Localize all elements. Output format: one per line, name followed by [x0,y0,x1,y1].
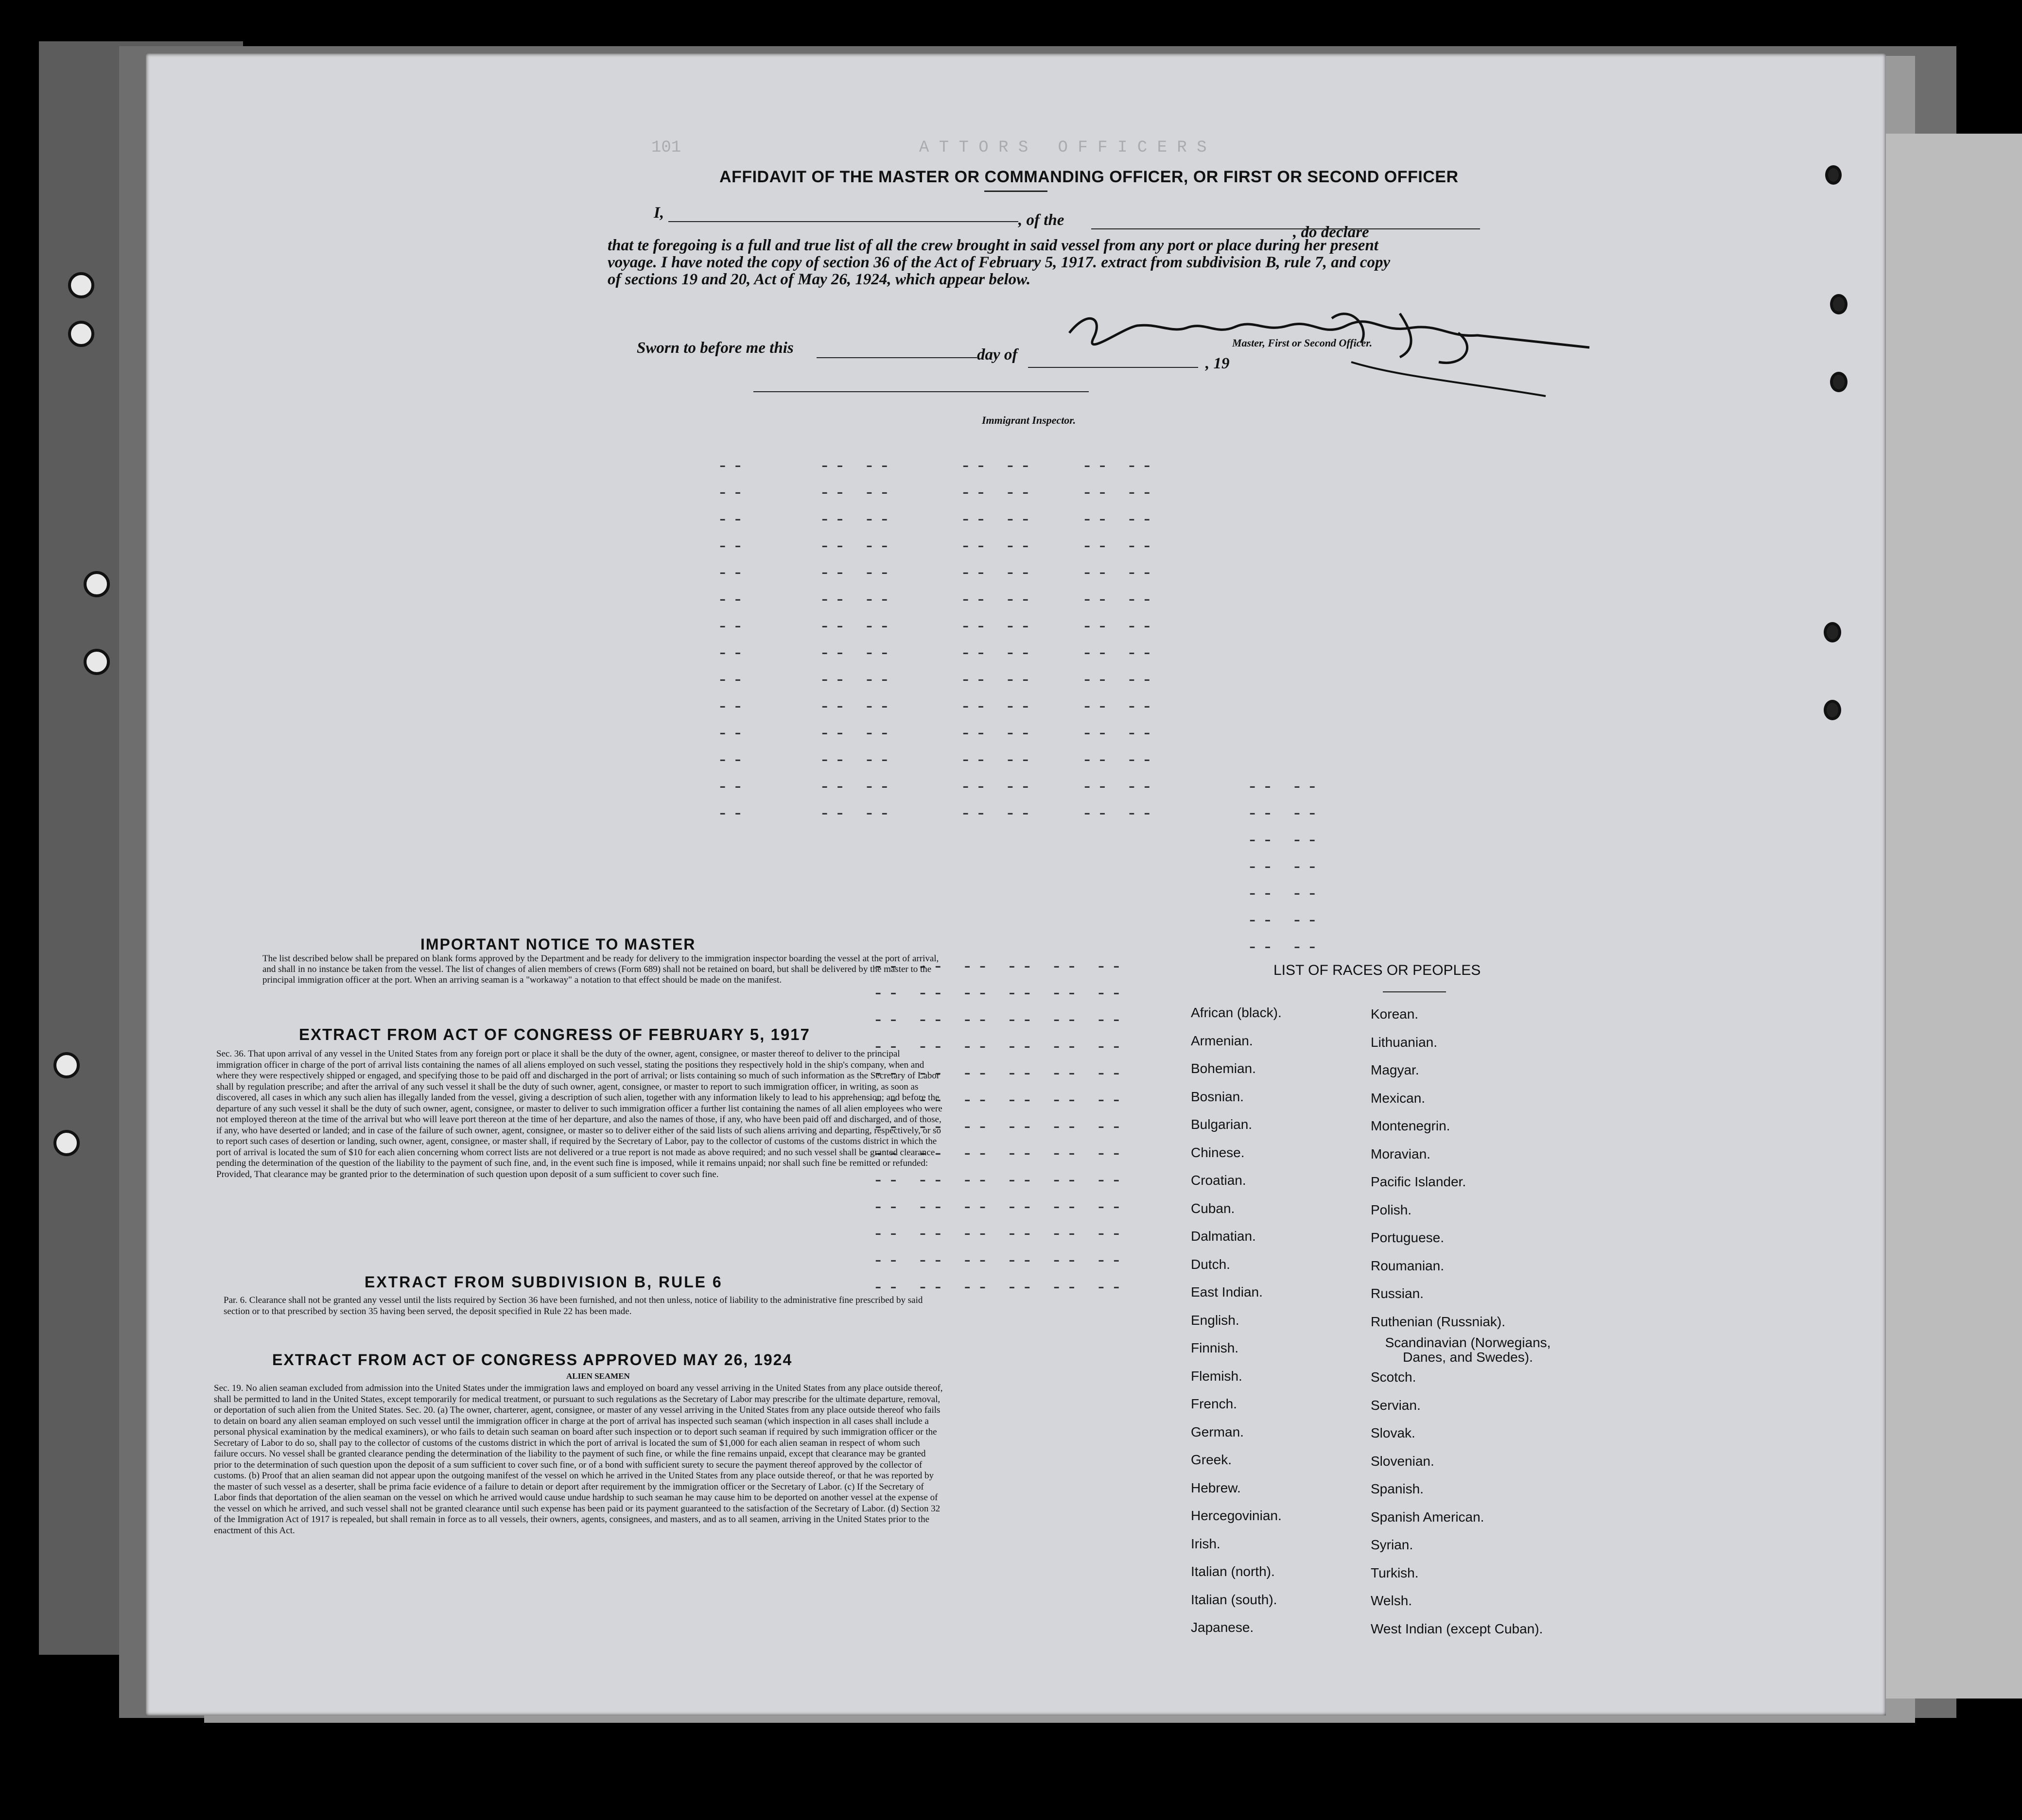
affidavit-title: AFFIDAVIT OF THE MASTER OR COMMANDING OFFICER, OR FIRST OR SECOND OFFICER [719,168,1459,186]
race-item: Bohemian. [1191,1061,1256,1076]
race-item: Hebrew. [1191,1480,1241,1495]
race-item: Ruthenian (Russniak). [1371,1314,1506,1329]
binder-hole [53,1130,80,1156]
master-signature [1060,299,1594,406]
race-item: Moravian. [1371,1146,1430,1161]
race-item: Russian. [1371,1286,1424,1301]
race-item: Finnish. [1191,1340,1239,1355]
affidavit-declare: , do declare [1293,224,1369,241]
master-caption: Master, First or Second Officer. [1232,337,1373,349]
race-item: Spanish American. [1371,1509,1484,1525]
bleed-through: 101 A T T O R S O F F I C E R S [651,139,1207,157]
year-text: , 19 [1205,355,1230,372]
inspector-caption: Immigrant Inspector. [982,414,1076,426]
race-item: Roumanian. [1371,1258,1444,1273]
title-underline [984,191,1047,192]
race-item: Korean. [1371,1006,1419,1022]
race-item: Syrian. [1371,1537,1413,1552]
binder-hole [1825,165,1842,185]
race-item: Scotch. [1371,1369,1416,1385]
race-item: Flemish. [1191,1368,1242,1384]
dash-column-1: -- -- -- -- -- -- -- -- -- -- -- -- -- -- [719,454,750,823]
race-item: Montenegrin. [1371,1118,1450,1133]
race-item: Mexican. [1371,1090,1426,1106]
extract2-title: EXTRACT FROM SUBDIVISION B, RULE 6 [365,1273,723,1291]
race-item: Cuban. [1191,1200,1235,1216]
race-item: Italian (north). [1191,1564,1275,1579]
race-item: Italian (south). [1191,1592,1277,1607]
day-of-text: day of [977,346,1018,364]
extract3-title: EXTRACT FROM ACT OF CONGRESS APPROVED MAY 26, 1924 [272,1351,793,1369]
page-edge [1886,134,2022,1699]
binder-hole [1830,294,1848,314]
race-item: Japanese. [1191,1620,1254,1635]
affidavit-i: I, [654,204,664,222]
dash-column-4: -- -- -- -- -- -- -- -- -- -- -- -- -- -- -- -- -- -- -- -- -- -- -- -- -- -- -- -- [1084,454,1159,823]
race-item: Hercegovinian. [1191,1508,1282,1523]
race-item: German. [1191,1424,1244,1439]
race-item: Irish. [1191,1536,1220,1551]
race-item: Polish. [1371,1202,1412,1217]
race-item: Slovenian. [1371,1453,1434,1469]
race-item: Dalmatian. [1191,1229,1256,1244]
notice-title: IMPORTANT NOTICE TO MASTER [420,936,696,953]
race-item: Slovak. [1371,1425,1415,1440]
binder-hole [1824,622,1841,642]
binder-hole [68,272,94,298]
vessel-blank [1091,228,1480,229]
binder-hole [84,571,110,597]
races-left-column [1191,999,1282,1642]
binder-hole [68,321,94,347]
races-title-underline [1383,991,1446,992]
race-item: Welsh. [1371,1593,1412,1608]
month-blank [1028,367,1198,368]
notice-body: The list described below shall be prepared on blank forms approved by the Department and be ready for delivery to the immigration inspector boarding the vessel at the port of arrival, and shall in no instance be taken from the vessel. The list of changes of alien members of crews (Form 689) shall not be retained on board, but shall be delivered by the master to the principal immigration officer at the port. When an arriving seaman is a "workaway" a notation to that effect should be made on the manifest. [262,953,939,985]
dash-column-6: -- -- -- -- -- -- -- -- -- -- -- -- -- -- -- -- -- -- -- -- -- -- -- -- -- -- -- -- -- -- -- -- -- -- -- -- -- -- -- -- -- -- -- -- -- -- -- -- -- -- -- -- -- -- -- -- -- -- -- -- -- -- -- -- -- -- -- -- -- -- -- -- -- -- -- -- -- -- [875,955,1129,1297]
dash-column-5: -- -- -- -- -- -- -- -- -- -- -- -- -- -- [1249,775,1325,957]
race-item: Dutch. [1191,1256,1230,1272]
race-item: East Indian. [1191,1284,1263,1300]
race-item: Greek. [1191,1452,1232,1467]
binder-hole [1824,700,1841,720]
extract1-title: EXTRACT FROM ACT OF CONGRESS OF FEBRUARY 5, 1917 [299,1025,810,1043]
race-item: English. [1191,1312,1239,1328]
sworn-day-blank [817,357,977,358]
race-item: West Indian (except Cuban). [1371,1621,1543,1636]
race-item: Chinese. [1191,1144,1245,1160]
race-item: Lithuanian. [1371,1034,1438,1050]
race-item: French. [1191,1396,1237,1411]
race-item: Portuguese. [1371,1230,1444,1245]
race-item: Armenian. [1191,1033,1253,1048]
extract1-body: Sec. 36. That upon arrival of any vessel in the United States from any foreign port or place it shall be the duty of the owner, agent, consignee, or master thereof to deliver to the principal immigration officer in charge of the port of arrival lists containing the names of all aliens employed on such vessel, stating the positions they respectively hold in the ship's company, when and where they were respectively shipped or engaged, and specifying those to be paid off and discharged in the port of arrival; or lists containing so much of such information as the Secretary of Labor shall by regulation prescribe; and after the arrival of any such vessel it shall be the duty of such owner, agent, consignee, or master to report to such immigration officer, in writing, as soon as discovered, all cases in which any such alien has illegally landed from the vessel, giving a description of such alien, together with any information likely to lead to his apprehension; and before the departure of any such vessel it shall be the duty of such owner, agent, consignee, or master to deliver to such immigration officer a further list containing the names of all alien employees who were not employed thereon at the time of the arrival but who will leave port thereon at the time of her departure, and also the names of those, if any, who have been paid off and discharged, and of those, if any, who have deserted or landed; and in case of the failure of such owner, agent, consignee, or master so to deliver either of the said lists of such aliens arriving and departing, respectively, or so to report such cases of desertion or landing, such owner, agent, consignee, or master shall, if required by the Secretary of Labor, pay to the collector of customs of the customs district in which the port of arrival is located the sum of $10 for each alien concerning whom correct lists are not delivered or a true report is not made as above required; and no such vessel shall be granted clearance pending the determination of the question of the liability to the payment of such fine, and, in the event such fine is imposed, while it remains unpaid; nor shall such fine be remitted or refunded: Provided, That clearance may be granted prior to the determination of such question upon deposit of a sum sufficient to cover such fine. [216,1049,942,1179]
affidavit-line2: that te foregoing is a full and true list of all the crew brought in said vessel from any port or place during her present [608,237,1378,254]
dash-column-3: -- -- -- -- -- -- -- -- -- -- -- -- -- -- -- -- -- -- -- -- -- -- -- -- -- -- -- -- [962,454,1038,823]
affidavit-line4: of sections 19 and 20, Act of May 26, 1924, which appear below. [608,271,1031,288]
races-title: LIST OF RACES OR PEOPLES [1273,962,1481,978]
extract3-body: Sec. 19. No alien seaman excluded from admission into the United States under the immigration laws and employed on board any vessel arriving in the United States from any place outside thereof, shall be permitted to land in the United States, except temporarily for medical treatment, or pursuant to such regulations as the Secretary of Labor may prescribe for the ultimate departure, removal, or deportation of such alien from the United States. Sec. 20. (a) The owner, charterer, agent, consignee, or master of any vessel arriving in the United States from any place outside thereof who fails to detain on board any alien seaman employed on such vessel until the immigration officer in charge at the port of arrival has inspected such seaman (which inspection in all cases shall include a personal physical examination by the medical examiners), or who fails to detain such seaman on board after such inspection or to deport such seaman if required by such immigration officer or the Secretary of Labor to do so, shall pay to the collector of customs of the customs district in which the port of arrival is located the sum of $1,000 for each alien seaman in respect of whom such failure occurs. No vessel shall be granted clearance pending the determination of the liability to the payment of such fine, or while the fine remains unpaid, except that clearance may be granted prior to the determination of such question upon the deposit of a sum sufficient to cover such fine, or of a bond with sufficient surety to secure the payment thereof approved by the collector of customs. (b) Proof that an alien seaman did not appear upon the outgoing manifest of the vessel on which he arrived in the United States from any place outside thereof, or that he was reported by the master of such vessel as a deserter, shall be prima facie evidence of a failure to detain or deport after requirement by the immigration officer or the Secretary of Labor. (c) If the Secretary of Labor finds that deportation of the alien seaman on the vessel on which he arrived would cause undue hardship to such seaman he may cause him to be deported on another vessel at the expense of the vessel on which he arrived, and such vessel shall not be granted clearance until such expense has been paid or its payment guaranteed to the satisfaction of the Secretary of Labor. (d) Section 32 of the Immigration Act of 1917 is repealed, but shall remain in force as to all vessels, their owners, agents, consignees, and masters, and as to all seamen, arriving in the United States prior to the enactment of this Act. [214,1383,943,1536]
affidavit-of-the: , of the [1018,211,1064,229]
race-item: Turkish. [1371,1565,1419,1580]
race-item: Scandinavian (Norwegians, Danes, and Swedes). [1385,1335,1551,1365]
race-item: African (black). [1191,1005,1282,1020]
sworn-text: Sworn to before me this [637,339,794,357]
affidavit-line3: voyage. I have noted the copy of section 36 of the Act of February 5, 1917. extract from subdivision B, rule 7, and copy [608,254,1391,271]
extract2-body: Par. 6. Clearance shall not be granted any vessel until the lists required by Section 36 have been furnished, and not then unless, notice of liability to the administrative fine prescribed by said section or to that prescribed by section 35 having been served, the deposit specified in Rule 22 has been made. [224,1295,923,1317]
binder-hole [1830,372,1848,392]
race-item: Magyar. [1371,1062,1419,1077]
races-right-column [1371,1000,1565,1643]
inspector-blank [753,391,1089,392]
dash-column-2: -- -- -- -- -- -- -- -- -- -- -- -- -- -- -- -- -- -- -- -- -- -- -- -- -- -- -- -- [821,454,897,823]
race-item: Spanish. [1371,1481,1424,1496]
race-item: Bosnian. [1191,1089,1244,1104]
race-item: Pacific Islander. [1371,1174,1466,1189]
name-blank [668,221,1018,222]
race-item: Servian. [1371,1397,1421,1413]
extract3-subtitle: ALIEN SEAMEN [566,1371,630,1381]
race-item: Bulgarian. [1191,1117,1253,1132]
binder-hole [53,1052,80,1078]
race-item: Croatian. [1191,1173,1246,1188]
binder-hole [84,649,110,675]
